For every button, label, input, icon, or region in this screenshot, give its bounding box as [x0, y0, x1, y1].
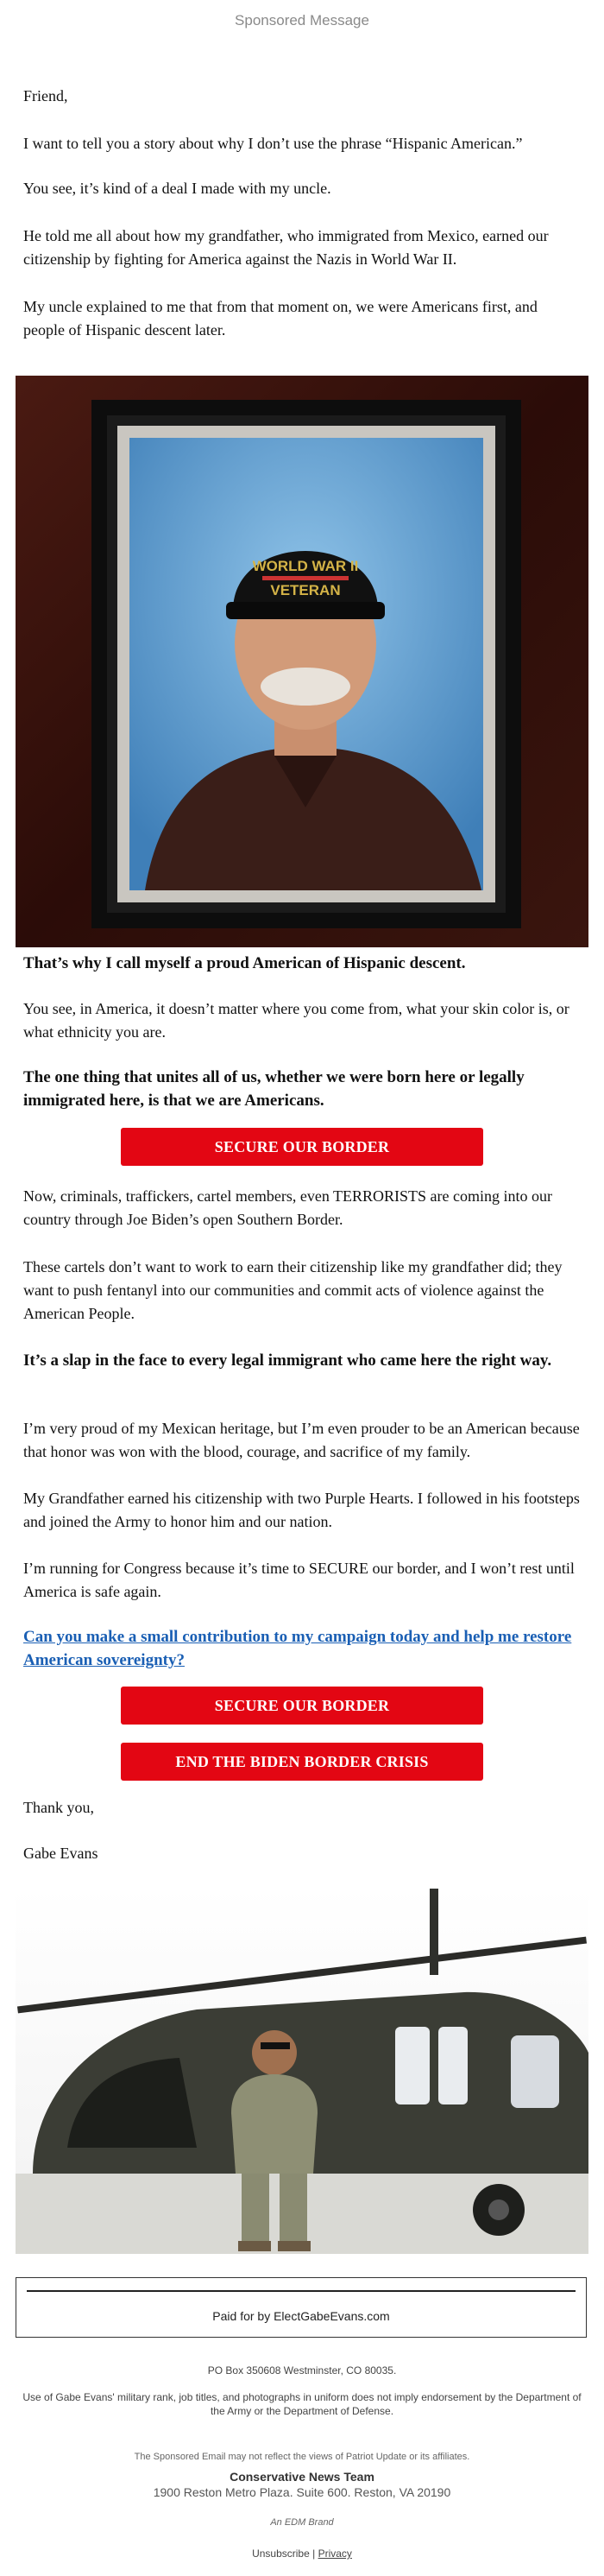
- paragraph-8: Now, criminals, traffickers, cartel members, even TERRORISTS are coming into our country through Joe Biden’s open Southern Border.: [23, 1187, 553, 1228]
- end-border-crisis-button[interactable]: END THE BIDEN BORDER CRISIS: [121, 1743, 483, 1781]
- signature: Gabe Evans: [23, 1845, 98, 1862]
- secure-border-button-2[interactable]: SECURE OUR BORDER: [121, 1687, 483, 1725]
- paragraph-3: He told me all about how my grandfather, who immigrated from Mexico, earned our citizenship by fighting for America against the Nazis in World War II.: [23, 227, 549, 268]
- signoff: Thank you,: [23, 1799, 94, 1816]
- cap-text-worldwar: WORLD WAR II: [252, 558, 359, 574]
- contribution-link-block: [23, 1625, 582, 1672]
- paid-for-text: Paid for by ElectGabeEvans.com: [212, 2309, 390, 2323]
- paragraph-6: You see, in America, it doesn’t matter where you come from, what your skin color is, or what ethnicity you are.: [23, 1000, 569, 1041]
- paragraph-4: My uncle explained to me that from that moment on, we were Americans first, and people of Hispanic descent later.: [23, 298, 538, 339]
- secure-border-button-1[interactable]: SECURE OUR BORDER: [121, 1128, 483, 1166]
- military-disclaimer: Use of Gabe Evans' military rank, job titles, and photographs in uniform does not imply endorsement by the Department of the Army or the Department of Defense.: [22, 2391, 582, 2417]
- unsubscribe-link[interactable]: Unsubscribe: [252, 2548, 310, 2560]
- team-address: 1900 Reston Metro Plaza. Suite 600. Reston, VA 20190: [153, 2485, 451, 2499]
- paragraph-13: I’m running for Congress because it’s time to SECURE our border, and I won’t rest until America is safe again.: [23, 1560, 575, 1600]
- bold-statement-2: The one thing that unites all of us, whether we were born here or legally immigrated here, is that we are Americans.: [23, 1068, 525, 1110]
- helicopter-soldier-photo: [16, 1889, 588, 2254]
- sponsor-note: The Sponsored Email may not reflect the views of Patriot Update or its affiliates.: [134, 2452, 470, 2462]
- sponsored-label: Sponsored Message: [235, 12, 369, 28]
- paragraph-9: These cartels don’t want to work to earn their citizenship like my grandfather did; they want to push fentanyl into our communities and commit acts of violence against the American People.: [23, 1258, 563, 1322]
- brand-note: An EDM Brand: [270, 2517, 334, 2528]
- paid-for-box: [16, 2277, 587, 2338]
- veteran-portrait-photo: [16, 376, 588, 947]
- footer-link-separator: |: [312, 2548, 316, 2560]
- cap-text-veteran: VETERAN: [270, 582, 341, 598]
- po-box: PO Box 350608 Westminster, CO 80035.: [207, 2364, 397, 2377]
- paid-divider: [27, 2290, 576, 2292]
- paragraph-11: I’m very proud of my Mexican heritage, but I’m even prouder to be an American because that honor was won with the blood, courage, and sacrifice of my family.: [23, 1420, 580, 1460]
- privacy-link[interactable]: Privacy: [318, 2548, 352, 2560]
- footer-links: [17, 2548, 587, 2560]
- paragraph-2: You see, it’s kind of a deal I made with my uncle.: [23, 180, 331, 197]
- bold-statement-1: That’s why I call myself a proud American of Hispanic descent.: [23, 954, 466, 972]
- team-name: Conservative News Team: [230, 2470, 374, 2484]
- bold-statement-3: It’s a slap in the face to every legal immigrant who came here the right way.: [23, 1351, 552, 1370]
- helicopter-soldier-image: [16, 1889, 588, 2254]
- greeting: Friend,: [23, 87, 68, 104]
- paragraph-1: I want to tell you a story about why I don’t use the phrase “Hispanic American.”: [23, 135, 523, 152]
- contribution-link[interactable]: Can you make a small contribution to my campaign today and help me restore American sovereignty?: [23, 1628, 572, 1669]
- veteran-portrait-image: [16, 376, 588, 947]
- paragraph-12: My Grandfather earned his citizenship with two Purple Hearts. I followed in his footsteps and joined the Army to honor him and our nation.: [23, 1490, 580, 1530]
